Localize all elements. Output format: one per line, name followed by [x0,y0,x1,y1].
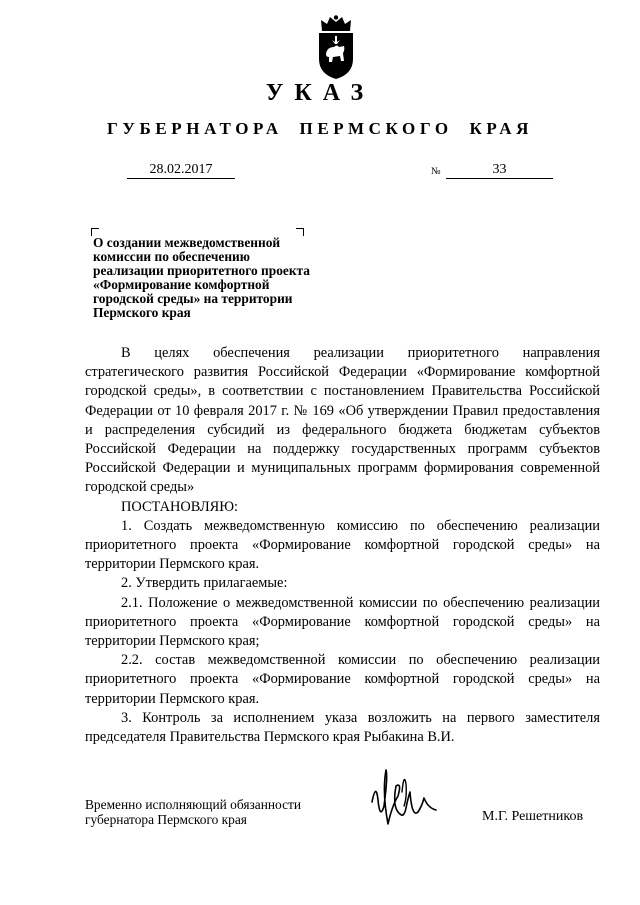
document-heading: О создании межведомственной комиссии по обеспечению реализации приоритетного проекта «Формирование комфортной городской среды» на территории Пермского края [93,235,310,320]
body-paragraph: 3. Контроль за исполнением указа возложить на первого заместителя председателя Правительства Пермского края Рыбакина В.И. [85,709,600,746]
body-paragraph: 2. Утвердить прилагаемые: [121,575,288,592]
signatory-position [85,797,385,827]
body-paragraph: 2.2. состав межведомственной комиссии по обеспечению реализации приоритетного проекта «Формирование комфортной городской среды» на территории Пермского края. [85,652,600,707]
body-paragraph: 2.1. Положение о межведомственной комиссии по обеспечению реализации приоритетного проекта «Формирование комфортной городской среды» на территории Пермского края; [85,594,600,650]
heading-corner-right [296,228,304,236]
document-title: УКАЗ [265,80,375,106]
signatory-position-line: губернатора Пермского края [85,812,247,827]
document-number: 33 [446,162,553,179]
document-date: 28.02.2017 [127,162,235,179]
body-paragraph: 1. Создать межведомственную комиссию по обеспечению реализации приоритетного проекта «Формирование комфортной городской среды» на территории Пермского края. [85,517,600,573]
signatory-name: М.Г. Решетников [482,809,584,824]
issuer-title: ГУБЕРНАТОРА ПЕРМСКОГО КРАЯ [107,119,533,138]
body-paragraph: В целях обеспечения реализации приоритетного направления стратегического развития Российской Федерации «Формирование комфортной городской среды», в соответствии с постановлением Правительства Российской Федерации от 10 февраля 2017 г. № 169 «Об утверждении Правил предоставления и распределения субсидий из федерального бюджета бюджетам субъектов Российской Федерации на поддержку государственных программ субъектов Российской Федерации и муниципальных программ формирования современной городской среды» [85,345,600,496]
body-paragraph: ПОСТАНОВЛЯЮ: [121,498,239,515]
coat-of-arms-icon [313,14,359,80]
number-label: № [431,166,441,177]
handwritten-signature-icon [362,762,442,834]
document-body [85,344,600,747]
signatory-position-line: Временно исполняющий обязанности [85,797,302,812]
